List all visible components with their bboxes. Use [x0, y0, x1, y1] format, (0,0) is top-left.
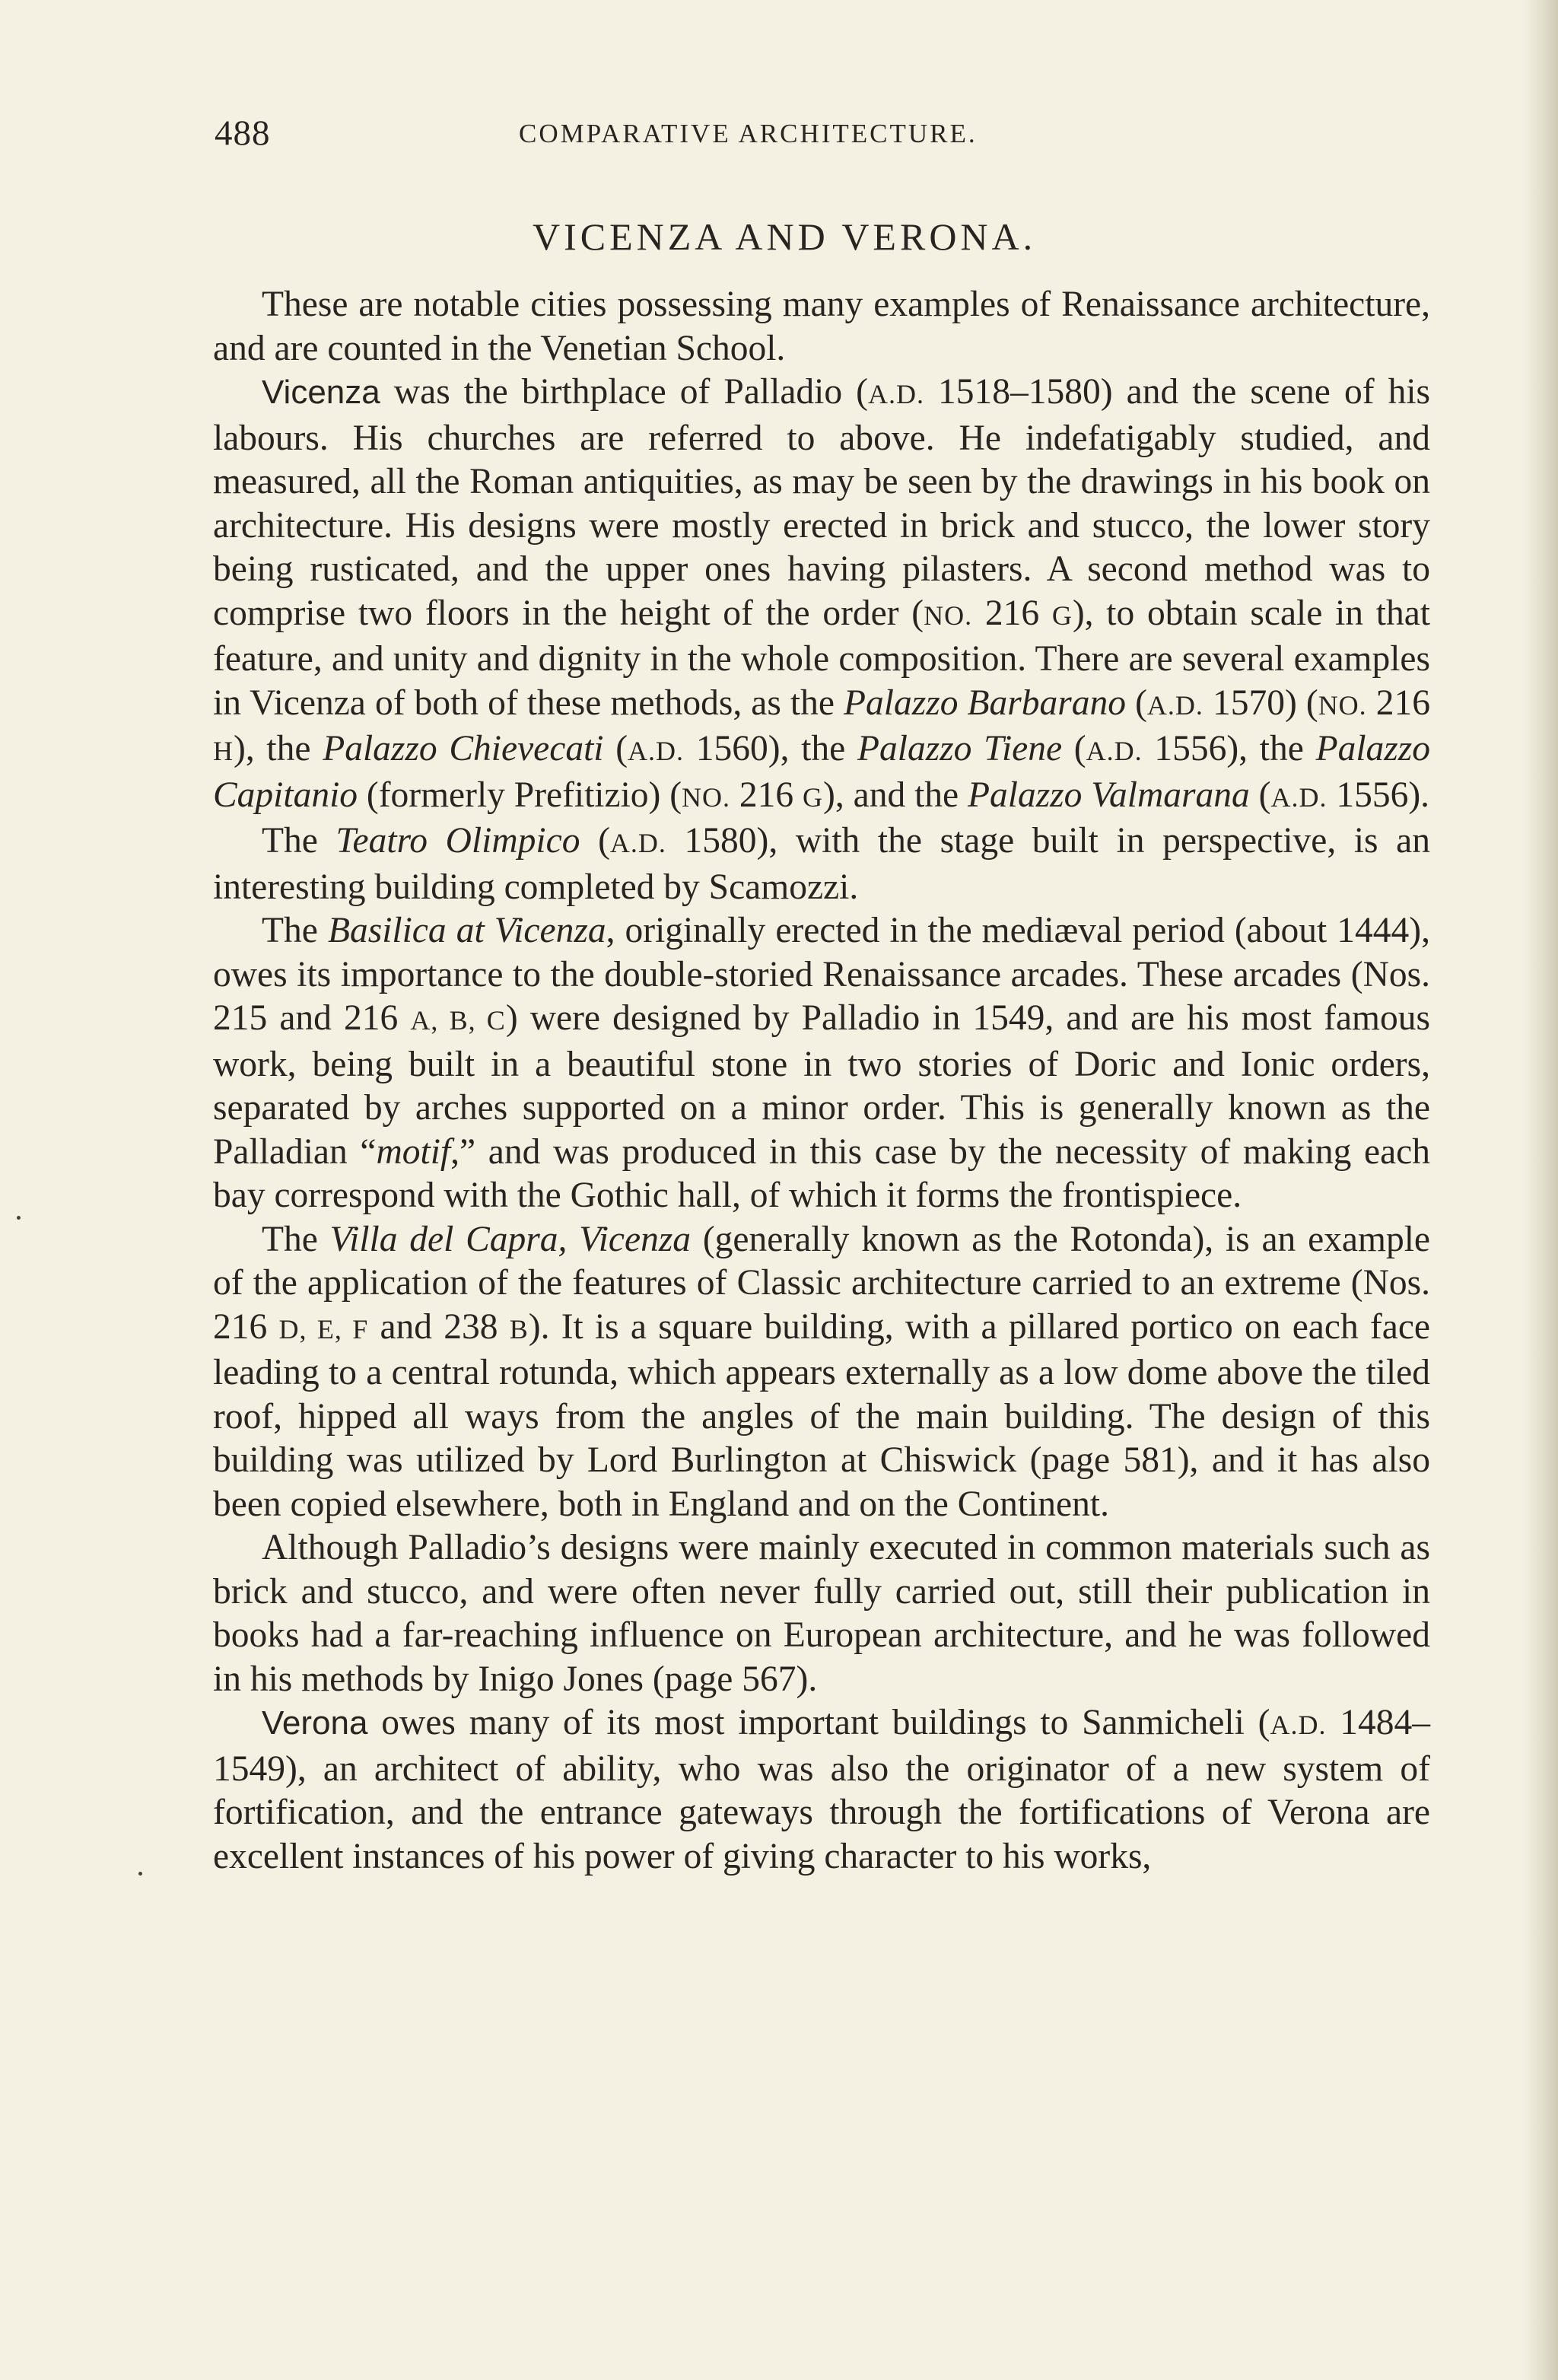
- page-edge-shadow: [1523, 0, 1558, 2380]
- margin-speck: [138, 1872, 142, 1876]
- paragraph-verona: Verona owes many of its most important buildings to Sanmicheli (A.D. 1484–1549), an architect of ability, who was also the originator of a new system of fortification, and the entrance gateways through the fortifications of Verona are excellent instances of his power of giving character to his works,: [213, 1703, 1431, 1876]
- paragraph-palladio-influence: Although Palladio’s designs were mainly executed in common materials such as brick and stucco, and were often never fully carried out, still their publication in books had a far-reaching influence on European architecture, and he was followed in his methods by Inigo Jones (page 567).: [213, 1528, 1430, 1699]
- run-in-heading: Verona: [262, 1704, 368, 1742]
- paragraph-teatro-olimpico: The Teatro Olimpico (A.D. 1580), with the stage built in perspective, is an interesting building completed by Scamozzi.: [213, 821, 1430, 907]
- body-text: [213, 283, 1430, 1879]
- run-in-heading: Vicenza: [262, 374, 380, 411]
- running-head: [215, 113, 1429, 158]
- margin-speck: [17, 1216, 21, 1220]
- section-heading: VICENZA AND VERONA.: [533, 215, 1037, 258]
- running-title: COMPARATIVE ARCHITECTURE.: [519, 119, 978, 148]
- paragraph-villa-capra: The Villa del Capra, Vicenza (generally known as the Rotonda), is an example of the application of the features of Classic architecture carried to an extreme (Nos. 216 D, E, F and 238 B). It is a square building, with a pillared portico on each face leading to a central rotunda, which appears externally as a low dome above the tiled roof, hipped all ways from the angles of the main building. The design of this building was utilized by Lord Burlington at Chiswick (page 581), and it has also been copied elsewhere, both in England and on the Continent.: [213, 1219, 1431, 1524]
- paragraph-basilica: The Basilica at Vicenza, originally erected in the mediæval period (about 1444), owes its importance to the double-storied Renaissance arcades. These arcades (Nos. 215 and 216 A, B, C) were designed by Palladio in 1549, and are his most famous work, being built in a beautiful stone in two stories of Doric and Ionic orders, separated by arches supported on a minor order. This is generally known as the Palladian “motif,” and was produced in this case by the necessity of making each bay correspond with the Gothic hall, of which it forms the frontispiece.: [213, 911, 1430, 1215]
- page-number: 488: [215, 113, 271, 153]
- paragraph-intro: These are notable cities possessing many examples of Renaissance architecture, and are counted in the Venetian School.: [213, 285, 1430, 368]
- paragraph-vicenza: Vicenza was the birthplace of Palladio (A.D. 1518–1580) and the scene of his labours. His churches are referred to above. He indefatigably studied, and measured, all the Roman antiquities, as may be seen by the drawings in his book on architecture. His designs were mostly erected in brick and stucco, the lower story being rusticated, and the upper ones having pilasters. A second method was to comprise two floors in the height of the order (NO. 216 G), to obtain scale in that feature, and unity and dignity in the whole composition. There are several examples in Vicenza of both of these methods, as the Palazzo Barbarano (A.D. 1570) (NO. 216 H), the Palazzo Chievecati (A.D. 1560), the Palazzo Tiene (A.D. 1556), the Palazzo Capitanio (formerly Prefitizio) (NO. 216 G), and the Palazzo Valmarana (A.D. 1556).: [213, 372, 1431, 815]
